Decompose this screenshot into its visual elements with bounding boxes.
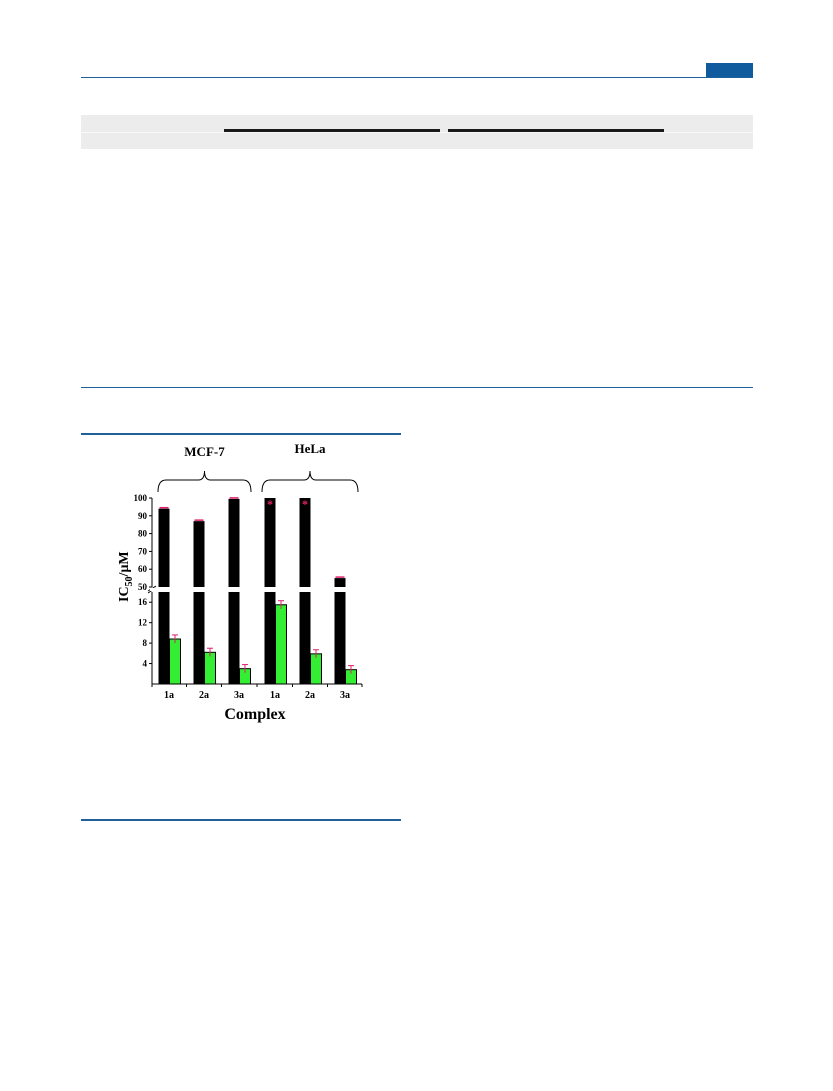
header-accent-tab [706, 63, 753, 78]
y-tick-label: 80 [138, 528, 147, 539]
bar-series2 [311, 654, 322, 684]
table-column-span-rule [448, 129, 664, 132]
header-rule [81, 77, 753, 78]
x-axis-title: Complex [224, 706, 286, 723]
x-tick-label: 1a [164, 690, 174, 701]
bar-series1-lower [229, 592, 240, 684]
y-axis-title: $IC_{50}/\mu M$ [117, 551, 135, 602]
y-tick-label: 100 [133, 493, 147, 503]
figure-bottom-rule [81, 819, 401, 821]
group-label: HeLa [294, 441, 326, 456]
bar-series1-lower [159, 592, 170, 684]
y-tick-label: 50 [138, 582, 147, 592]
axis-break-gap [150, 588, 364, 591]
bar-series1-upper [300, 498, 311, 587]
bar-series1-lower [194, 592, 205, 684]
x-tick-label: 3a [340, 690, 350, 701]
significance-asterisk: * [302, 497, 308, 511]
x-tick-label: 3a [234, 690, 244, 701]
y-tick-label: 70 [138, 546, 147, 557]
significance-asterisk: * [267, 497, 273, 511]
bar-series1-upper [335, 578, 346, 587]
x-tick-label: 2a [305, 690, 315, 701]
y-tick-label: 8 [142, 638, 147, 649]
bar-series1-lower [335, 592, 346, 684]
group-brace [262, 471, 358, 492]
table-header-divider [81, 132, 753, 133]
bar-series2 [205, 652, 216, 684]
bar-series1-upper [265, 498, 276, 587]
table-column-span-rule [224, 129, 440, 132]
y-tick-label: 16 [138, 597, 147, 608]
y-tick-label: 90 [138, 510, 147, 521]
ic50-bar-chart [100, 437, 380, 727]
bar-series1-upper [159, 509, 170, 587]
bar-series1-upper [229, 499, 240, 587]
bar-series2 [276, 605, 287, 684]
group-brace [158, 471, 251, 492]
section-divider [81, 387, 753, 388]
x-tick-label: 2a [199, 690, 209, 701]
group-label: MCF-7 [184, 444, 225, 459]
figure-top-rule [81, 433, 401, 435]
bar-series2 [170, 639, 181, 684]
y-tick-label: 12 [138, 617, 147, 628]
x-tick-label: 1a [270, 690, 280, 701]
bar-series1-upper [194, 521, 205, 587]
bar-series1-lower [300, 592, 311, 684]
bar-series1-lower [265, 592, 276, 684]
y-tick-label: 4 [142, 658, 147, 669]
y-tick-label: 60 [138, 564, 147, 575]
